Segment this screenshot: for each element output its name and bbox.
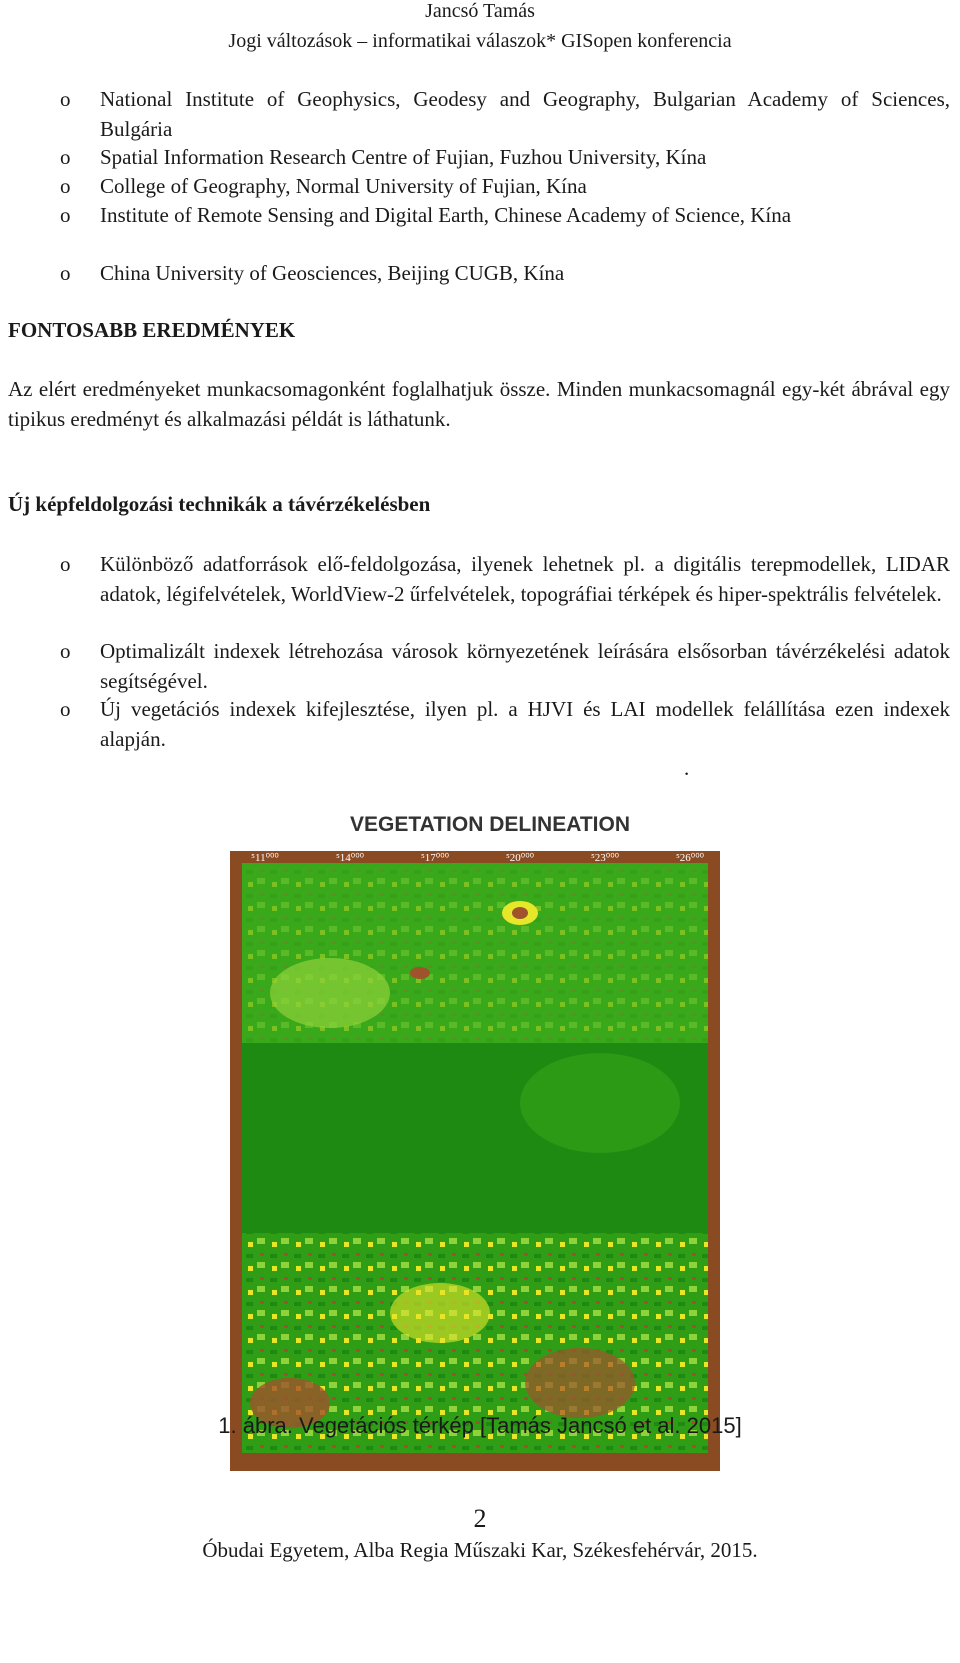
figure-caption: 1. ábra. Vegetációs térkép [Tamás Jancsó et al. 2015] bbox=[218, 1413, 742, 1438]
x-tick-label: ⁵26⁰⁰⁰ bbox=[675, 852, 705, 864]
x-tick-label: ⁵23⁰⁰⁰ bbox=[590, 852, 620, 864]
bullet-marker: o bbox=[60, 552, 71, 576]
x-tick-label: ⁵14⁰⁰⁰ bbox=[335, 852, 365, 864]
patch-brown bbox=[512, 907, 528, 919]
patch-mid bbox=[520, 1053, 680, 1153]
patch-brown bbox=[410, 967, 430, 979]
bullet-marker: o bbox=[60, 174, 71, 198]
bullet-marker: o bbox=[60, 87, 71, 111]
list-item-technique: o Különböző adatforrások elő-feldolgozása, ilyenek lehetnek pl. a digitális terepmodellek, LIDAR adatok, légifelvételek, WorldView-2 űrfelvételek, topográfiai térképek és hiper-spektrális felvételek. bbox=[100, 549, 950, 609]
list-item-technique: o Optimalizált indexek létrehozása városok környezetének leírására elsősorban távérzékelési adatok segítségével. bbox=[100, 636, 950, 696]
x-tick-label: ⁵20⁰⁰⁰ bbox=[505, 852, 535, 864]
stray-dot: . bbox=[684, 756, 690, 780]
bullet-marker: o bbox=[60, 203, 71, 227]
page-header-author: Jancsó Tamás bbox=[425, 0, 535, 22]
patch-urban bbox=[525, 1348, 635, 1418]
list-item-partner: o China University of Geosciences, Beijing CUGB, Kína bbox=[100, 258, 950, 288]
bullet-marker: o bbox=[60, 697, 71, 721]
section-title: FONTOSABB EREDMÉNYEK bbox=[8, 318, 296, 342]
vegetation-map-figure bbox=[220, 813, 760, 1463]
patch-light bbox=[270, 958, 390, 1028]
list-item-partner: o National Institute of Geophysics, Geodesy and Geography, Bulgarian Academy of Sciences, Bulgária bbox=[100, 84, 950, 144]
patch-crop bbox=[390, 1283, 490, 1343]
list-item-partner: o Institute of Remote Sensing and Digital Earth, Chinese Academy of Science, Kína bbox=[100, 200, 950, 230]
x-tick-label: ⁵17⁰⁰⁰ bbox=[420, 852, 450, 864]
intro-paragraph: Az elért eredményeket munkacsomagonként foglalhatjuk össze. Minden munkacsomagnál egy-két ábrával egy tipikus eredményt és alkalmazási példát is láthatunk. bbox=[8, 377, 950, 431]
bullet-marker: o bbox=[60, 145, 71, 169]
list-item-technique: o Új vegetációs indexek kifejlesztése, ilyen pl. a HJVI és LAI modellek felállítása ezen indexek alapján. bbox=[100, 694, 950, 754]
page-number: 2 bbox=[473, 1504, 487, 1533]
footer-institution: Óbudai Egyetem, Alba Regia Műszaki Kar, Székesfehérvár, 2015. bbox=[202, 1538, 758, 1562]
page-header-title: Jogi változások – informatikai válaszok* GISopen konferencia bbox=[228, 30, 732, 52]
map-title: VEGETATION DELINEATION bbox=[349, 813, 631, 836]
x-tick-label: ⁵11⁰⁰⁰ bbox=[251, 852, 279, 864]
bullet-marker: o bbox=[60, 261, 71, 285]
bullet-marker: o bbox=[60, 639, 71, 663]
subsection-title: Új képfeldolgozási technikák a távérzékelésben bbox=[8, 492, 431, 516]
list-item-partner: o College of Geography, Normal University of Fujian, Kína bbox=[100, 171, 950, 201]
list-item-partner: o Spatial Information Research Centre of Fujian, Fuzhou University, Kína bbox=[100, 142, 950, 172]
